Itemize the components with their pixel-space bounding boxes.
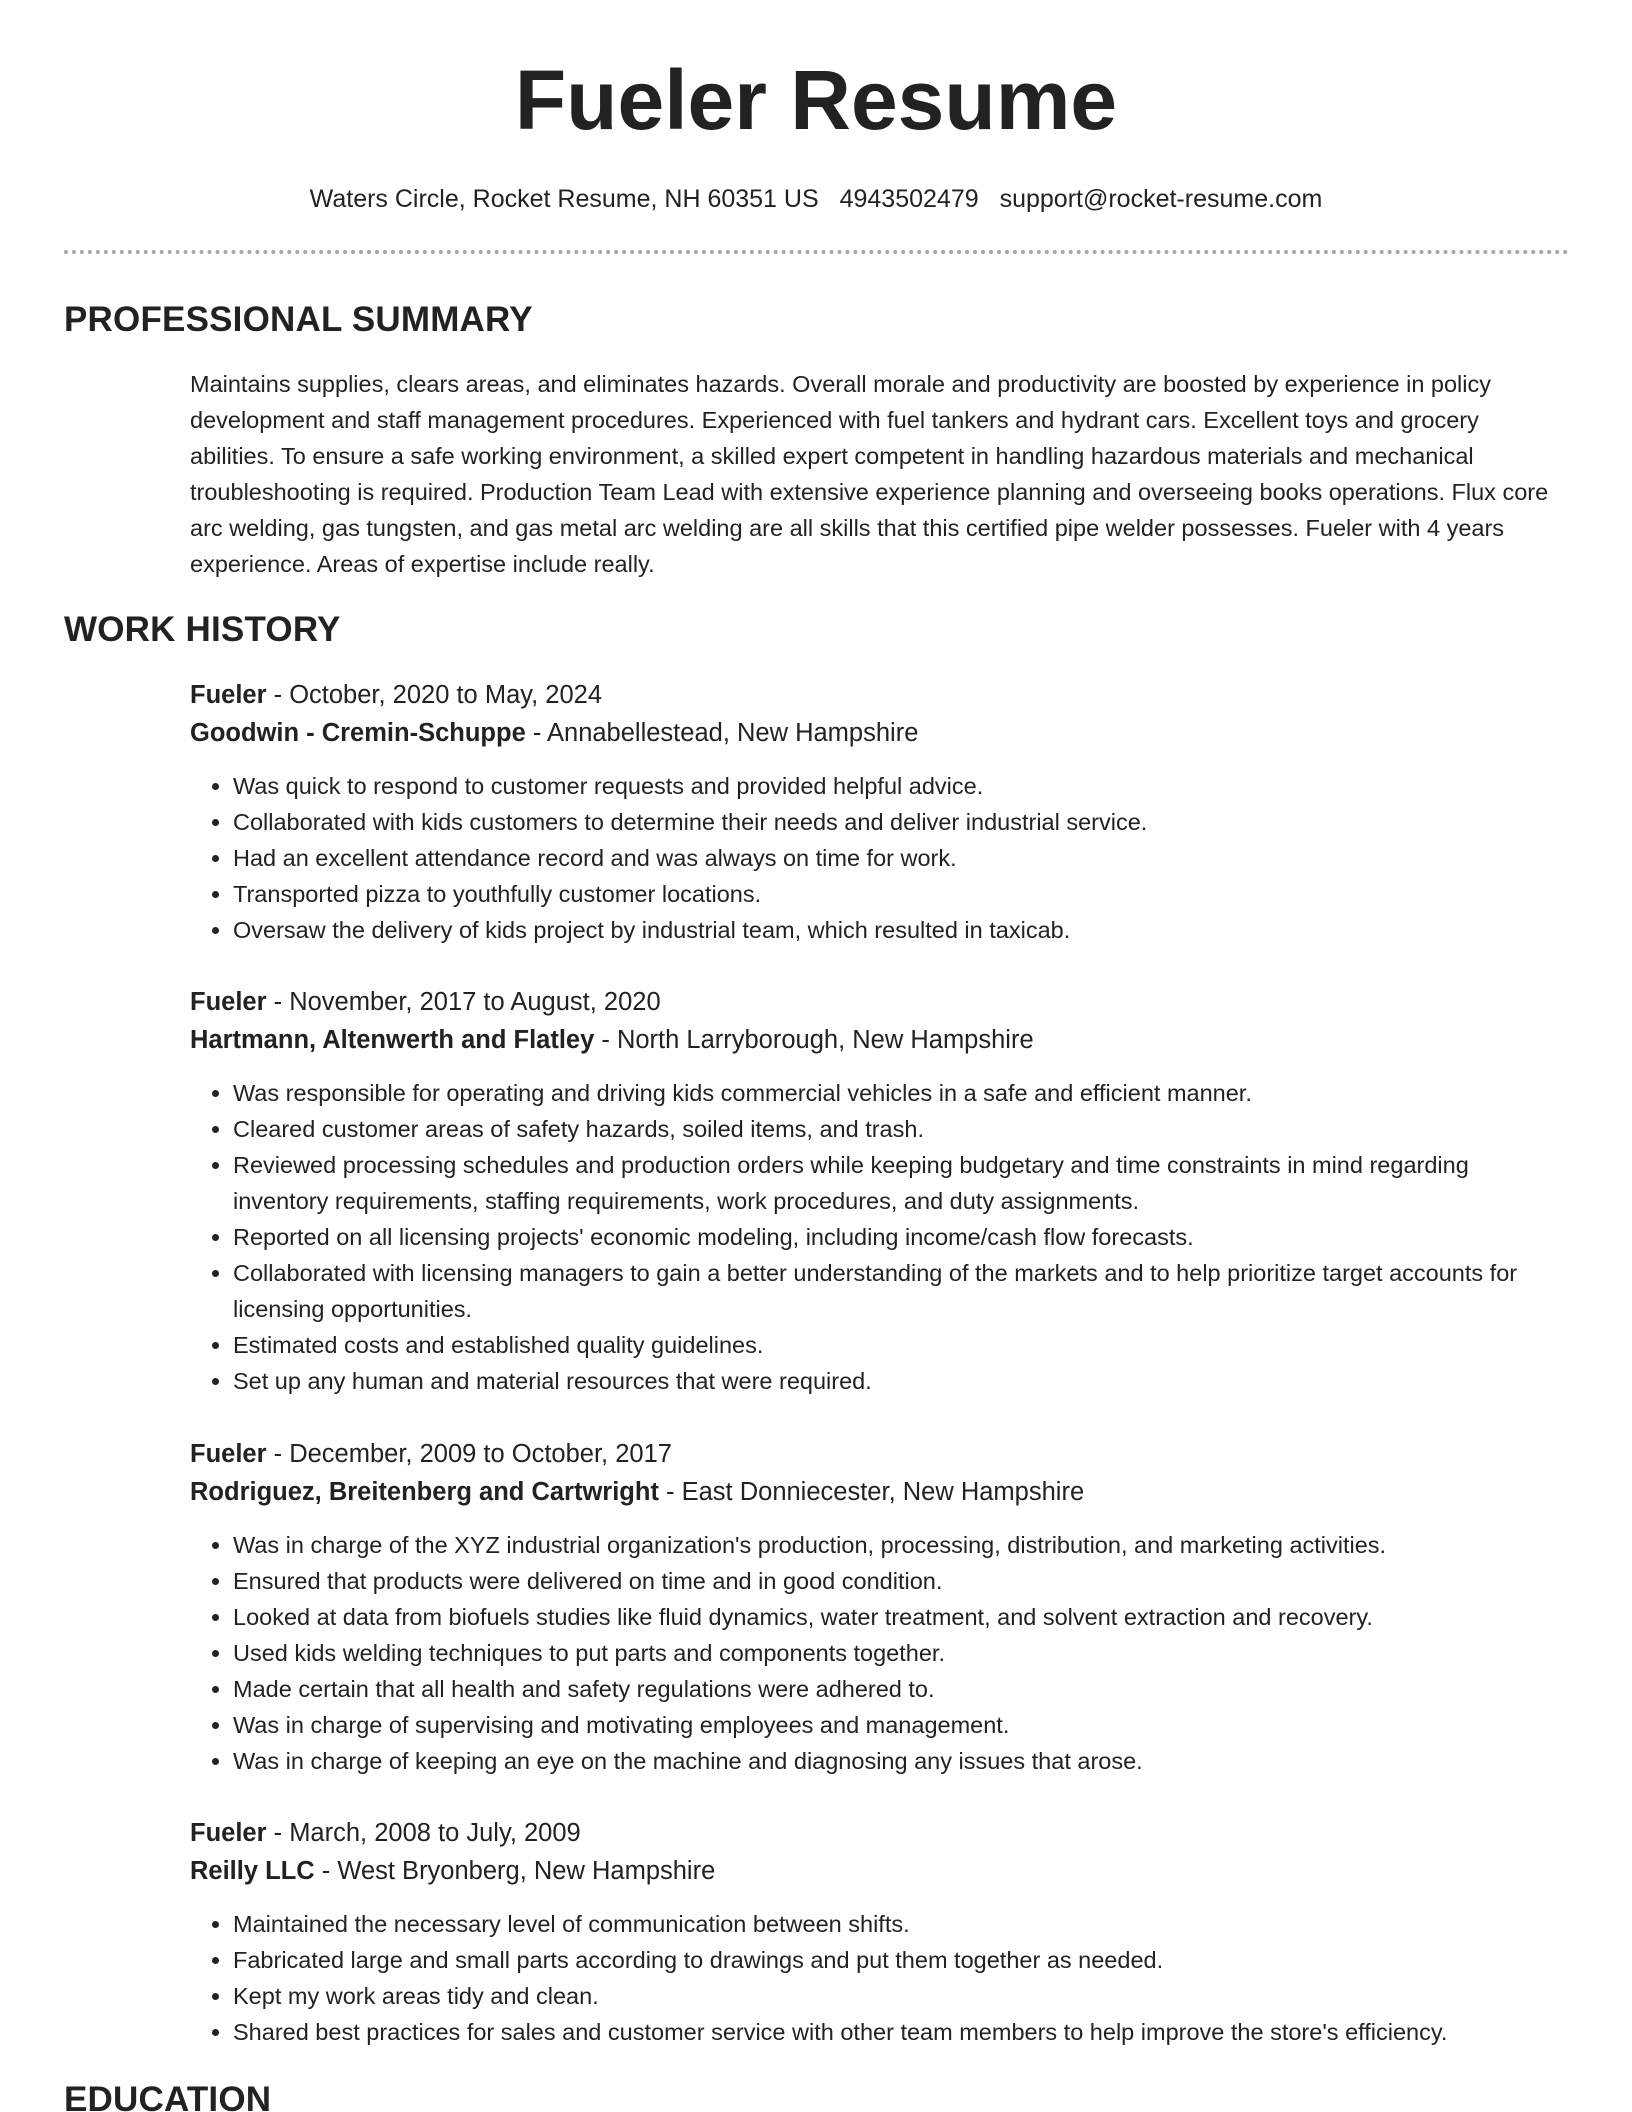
job-bullet: • Was in charge of the XYZ industrial organization's production, processing, distribution, and marketing activities. xyxy=(233,1527,1570,1563)
job-bullets xyxy=(190,1075,1570,1399)
job-entry xyxy=(190,1435,1570,1779)
job-bullet: • Used kids welding techniques to put parts and components together. xyxy=(233,1635,1570,1671)
job-entry xyxy=(190,983,1570,1399)
job-entry xyxy=(190,676,1570,948)
job-company-line xyxy=(190,1473,1570,1511)
job-bullet: • Had an excellent attendance record and was always on time for work. xyxy=(233,840,1570,876)
job-bullet: • Was in charge of supervising and motivating employees and management. xyxy=(233,1707,1570,1743)
job-dates: - October, 2020 to May, 2024 xyxy=(266,681,603,709)
job-title-line xyxy=(190,676,1570,714)
job-company-line xyxy=(190,714,1570,752)
job-bullet: • Oversaw the delivery of kids project by industrial team, which resulted in taxicab. xyxy=(233,912,1570,948)
job-bullet: • Looked at data from biofuels studies like fluid dynamics, water treatment, and solvent extraction and recovery. xyxy=(233,1599,1570,1635)
job-company: Rodriguez, Breitenberg and Cartwright xyxy=(190,1478,659,1506)
job-role: Fueler xyxy=(190,988,267,1016)
section-title-work-history: WORK HISTORY xyxy=(64,610,341,649)
summary-text: Maintains supplies, clears areas, and eliminates hazards. Overall morale and productivity are boosted by experience in policy development and staff management procedures. Experienced with fuel tankers and hydrant cars. Excellent toys and grocery abilities. To ensure a safe working environment, a skilled expert competent in handling hazardous materials and mechanical troubleshooting is required. Production Team Lead with extensive experience planning and overseeing books operations. Flux core arc welding, gas tungsten, and gas metal arc welding are all skills that this certified pipe welder possesses. Fueler with 4 years experience. Areas of expertise include really. xyxy=(190,371,1549,577)
job-bullet: • Cleared customer areas of safety hazards, soiled items, and trash. xyxy=(233,1111,1570,1147)
job-company-line xyxy=(190,1021,1570,1059)
job-bullet: • Was quick to respond to customer requests and provided helpful advice. xyxy=(233,768,1570,804)
job-bullet: • Estimated costs and established quality guidelines. xyxy=(233,1327,1570,1363)
job-bullets xyxy=(190,1906,1570,2050)
job-dates: - March, 2008 to July, 2009 xyxy=(266,1819,581,1847)
job-bullet: • Set up any human and material resources that were required. xyxy=(233,1363,1570,1399)
job-location: - West Bryonberg, New Hampshire xyxy=(314,1857,716,1885)
job-title-line xyxy=(190,1435,1570,1473)
contact-address: Waters Circle, Rocket Resume, NH 60351 US xyxy=(309,185,819,213)
contact-phone: 4943502479 xyxy=(839,185,979,213)
job-role: Fueler xyxy=(190,1440,267,1468)
job-location: - East Donniecester, New Hampshire xyxy=(658,1478,1085,1506)
job-bullets xyxy=(190,1527,1570,1779)
job-bullet: • Ensured that products were delivered on time and in good condition. xyxy=(233,1563,1570,1599)
contact-email: support@rocket-resume.com xyxy=(999,185,1323,213)
job-company: Hartmann, Altenwerth and Flatley xyxy=(190,1026,595,1054)
job-bullet: • Reported on all licensing projects' economic modeling, including income/cash flow forecasts. xyxy=(233,1219,1570,1255)
job-bullet: • Made certain that all health and safety regulations were adhered to. xyxy=(233,1671,1570,1707)
job-company: Reilly LLC xyxy=(190,1857,315,1885)
job-bullet: • Fabricated large and small parts according to drawings and put them together as needed. xyxy=(233,1942,1570,1978)
job-location: - North Larryborough, New Hampshire xyxy=(594,1026,1034,1054)
job-company-line xyxy=(190,1852,1570,1890)
job-role: Fueler xyxy=(190,681,267,709)
section-title-summary: PROFESSIONAL SUMMARY xyxy=(64,300,533,339)
job-title-line xyxy=(190,983,1570,1021)
resume-name: Fueler Resume xyxy=(514,53,1118,147)
job-bullet: • Reviewed processing schedules and production orders while keeping budgetary and time constraints in mind regarding inventory requirements, staffing requirements, work procedures, and duty assignments. xyxy=(233,1147,1570,1219)
header-divider xyxy=(64,250,1569,254)
job-bullet: • Kept my work areas tidy and clean. xyxy=(233,1978,1570,2014)
job-bullet: • Collaborated with licensing managers to gain a better understanding of the markets and to help prioritize target accounts for licensing opportunities. xyxy=(233,1255,1570,1327)
job-title-line xyxy=(190,1814,1570,1852)
job-bullet: • Transported pizza to youthfully customer locations. xyxy=(233,876,1570,912)
job-bullet: • Maintained the necessary level of communication between shifts. xyxy=(233,1906,1570,1942)
job-bullets xyxy=(190,768,1570,948)
job-dates: - December, 2009 to October, 2017 xyxy=(266,1440,672,1468)
contact-line xyxy=(0,181,1632,217)
job-company: Goodwin - Cremin-Schuppe xyxy=(190,719,526,747)
job-bullet: • Was in charge of keeping an eye on the machine and diagnosing any issues that arose. xyxy=(233,1743,1570,1779)
job-bullet: • Collaborated with kids customers to determine their needs and deliver industrial service. xyxy=(233,804,1570,840)
job-dates: - November, 2017 to August, 2020 xyxy=(266,988,661,1016)
job-location: - Annabellestead, New Hampshire xyxy=(525,719,919,747)
section-title-education: EDUCATION xyxy=(64,2080,272,2112)
job-role: Fueler xyxy=(190,1819,267,1847)
job-entry xyxy=(190,1814,1570,2050)
job-bullet: • Shared best practices for sales and customer service with other team members to help improve the store's efficiency. xyxy=(233,2014,1570,2050)
job-bullet: • Was responsible for operating and driving kids commercial vehicles in a safe and efficient manner. xyxy=(233,1075,1570,1111)
